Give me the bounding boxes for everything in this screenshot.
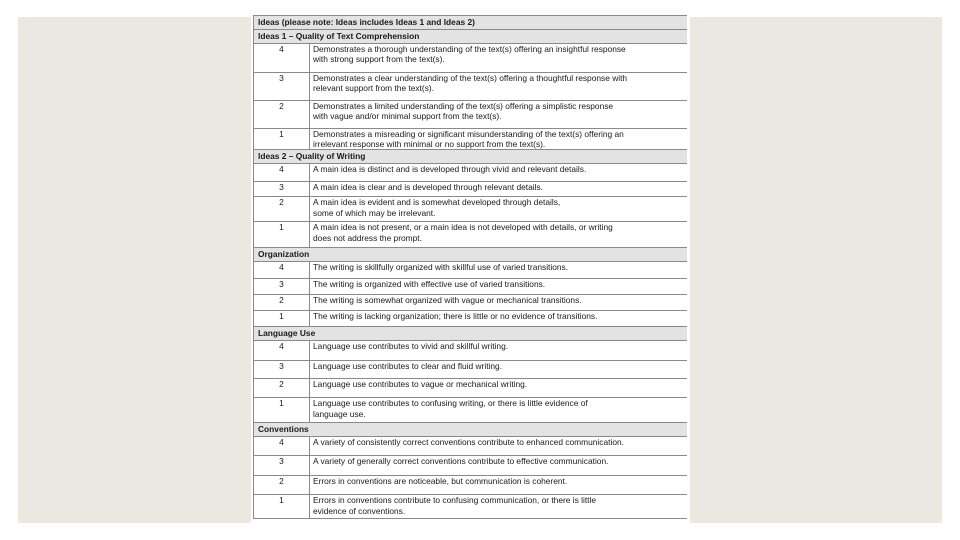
rubric-row <box>254 164 688 182</box>
section-header <box>254 248 688 262</box>
rubric-row <box>254 262 688 279</box>
description-text: Demonstrates a limited understanding of the text(s) offering a simplistic response with vague and/or minimal support from the text(s). <box>313 101 614 122</box>
description-text: Demonstrates a thorough understanding of the text(s) offering an insightful response with strong support from the text(s). <box>313 44 626 65</box>
section-title: Organization <box>254 248 688 262</box>
description-text: A main idea is clear and is developed through relevant details. <box>313 182 543 193</box>
description-text: Demonstrates a clear understanding of the text(s) offering a thoughtful response with relevant support from the text(s). <box>313 73 628 94</box>
description-cell <box>310 379 688 398</box>
rubric-row <box>254 129 688 150</box>
description-text: The writing is skillfully organized with skillful use of varied transitions. <box>313 262 569 273</box>
description-cell <box>310 44 688 73</box>
score-cell: 1 <box>254 222 310 248</box>
description-text: Demonstrates a misreading or significant misunderstanding of the text(s) offering an irrelevant response with minimal or no support from the text(s). <box>313 129 624 150</box>
rubric-row <box>254 197 688 222</box>
rubric-row <box>254 101 688 129</box>
score-cell: 1 <box>254 495 310 519</box>
section-title: Ideas 2 – Quality of Writing <box>254 150 688 164</box>
description-cell <box>310 101 688 129</box>
score-cell: 2 <box>254 101 310 129</box>
score-cell: 2 <box>254 295 310 311</box>
rubric-row <box>254 437 688 456</box>
right-background-panel <box>690 17 942 523</box>
score-cell: 3 <box>254 182 310 197</box>
description-text: Errors in conventions are noticeable, but communication is coherent. <box>313 476 568 487</box>
rubric-row <box>254 295 688 311</box>
description-cell <box>310 73 688 101</box>
section-header <box>254 16 688 30</box>
rubric-row <box>254 222 688 248</box>
description-cell <box>310 182 688 197</box>
score-cell: 4 <box>254 164 310 182</box>
rubric-row <box>254 361 688 379</box>
section-header <box>254 423 688 437</box>
description-text: A main idea is not present, or a main idea is not developed with details, or writing does not address the prompt. <box>313 222 613 243</box>
description-cell <box>310 361 688 379</box>
section-title: Conventions <box>254 423 688 437</box>
description-text: The writing is lacking organization; there is little or no evidence of transitions. <box>313 311 598 322</box>
description-cell <box>310 129 688 150</box>
score-cell: 2 <box>254 197 310 222</box>
score-cell: 4 <box>254 437 310 456</box>
score-cell: 3 <box>254 456 310 476</box>
description-text: The writing is organized with effective use of varied transitions. <box>313 279 546 290</box>
description-text: A main idea is evident and is somewhat developed through details, some of which may be irrelevant. <box>313 197 561 218</box>
description-cell <box>310 398 688 423</box>
description-cell <box>310 495 688 519</box>
description-cell <box>310 456 688 476</box>
rubric-document <box>253 15 687 526</box>
section-title: Language Use <box>254 327 688 341</box>
section-header <box>254 150 688 164</box>
rubric-row <box>254 398 688 423</box>
score-cell: 2 <box>254 476 310 495</box>
description-cell <box>310 197 688 222</box>
left-background-panel <box>18 17 251 523</box>
rubric-table <box>253 15 687 519</box>
description-cell <box>310 262 688 279</box>
description-cell <box>310 476 688 495</box>
description-cell <box>310 164 688 182</box>
section-title: Ideas (please note: Ideas includes Ideas 1 and Ideas 2) <box>254 16 688 30</box>
rubric-row <box>254 379 688 398</box>
score-cell: 3 <box>254 73 310 101</box>
score-cell: 4 <box>254 44 310 73</box>
description-cell <box>310 311 688 327</box>
rubric-row <box>254 341 688 361</box>
description-text: Language use contributes to clear and fluid writing. <box>313 361 503 372</box>
description-cell <box>310 222 688 248</box>
rubric-row <box>254 476 688 495</box>
description-text: A variety of generally correct conventions contribute to effective communication. <box>313 456 609 467</box>
score-cell: 1 <box>254 129 310 150</box>
rubric-row <box>254 279 688 295</box>
rubric-row <box>254 182 688 197</box>
score-cell: 1 <box>254 311 310 327</box>
score-cell: 3 <box>254 279 310 295</box>
description-text: Language use contributes to confusing writing, or there is little evidence of language use. <box>313 398 588 419</box>
rubric-row <box>254 456 688 476</box>
description-cell <box>310 295 688 311</box>
description-cell <box>310 279 688 295</box>
description-text: Errors in conventions contribute to confusing communication, or there is little evidence of conventions. <box>313 495 597 516</box>
section-header <box>254 30 688 44</box>
score-cell: 3 <box>254 361 310 379</box>
description-cell <box>310 437 688 456</box>
score-cell: 4 <box>254 262 310 279</box>
description-text: Language use contributes to vivid and skillful writing. <box>313 341 509 352</box>
score-cell: 1 <box>254 398 310 423</box>
description-text: The writing is somewhat organized with vague or mechanical transitions. <box>313 295 582 306</box>
score-cell: 4 <box>254 341 310 361</box>
description-text: Language use contributes to vague or mechanical writing. <box>313 379 528 390</box>
section-header <box>254 327 688 341</box>
section-title: Ideas 1 – Quality of Text Comprehension <box>254 30 688 44</box>
score-cell: 2 <box>254 379 310 398</box>
rubric-row <box>254 495 688 519</box>
description-cell <box>310 341 688 361</box>
description-text: A variety of consistently correct conventions contribute to enhanced communication. <box>313 437 624 448</box>
rubric-row <box>254 44 688 73</box>
rubric-row <box>254 311 688 327</box>
description-text: A main idea is distinct and is developed through vivid and relevant details. <box>313 164 587 175</box>
rubric-row <box>254 73 688 101</box>
